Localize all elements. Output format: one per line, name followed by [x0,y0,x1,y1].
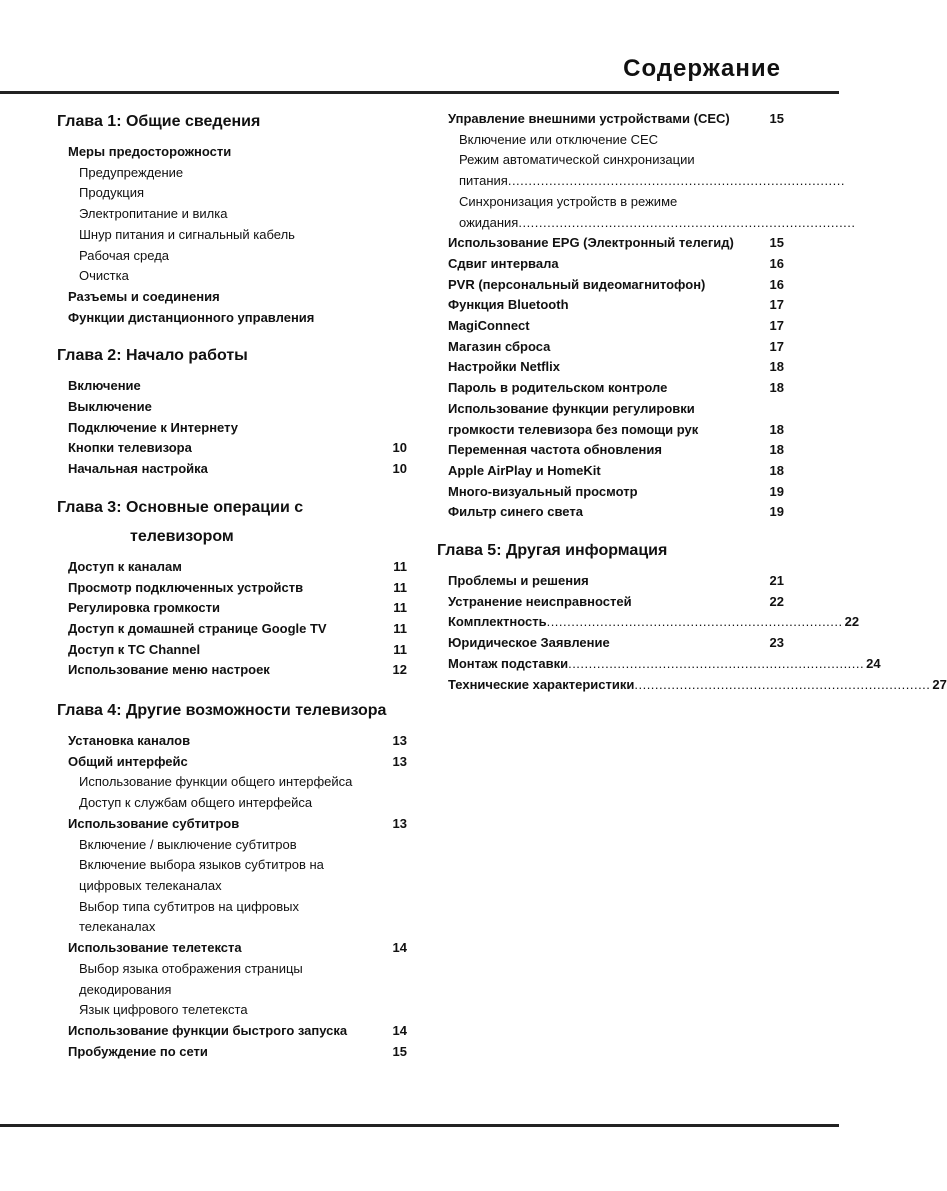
toc-entry-title: Рабочая среда [79,247,170,263]
toc-entry-page-number: 10 [392,440,407,456]
toc-entry-title: Настройки Netflix [448,359,560,375]
toc-entry-leader-dots: .................................................................................. [518,214,856,230]
toc-entry [437,612,860,633]
toc-entry-title: Выбор языка отображения страницы [79,960,303,976]
toc-entry-title: Использование EPG (Электронный телегид) [448,235,734,251]
toc-entry [57,897,407,918]
toc-entry [57,183,407,204]
toc-entry-page-number: 13 [392,815,407,831]
toc-entry-title: Шнур питания и сигнальный кабель [79,226,295,242]
toc-entry-title: Включение [68,378,141,394]
toc-entry-title: Проблемы и решения [448,573,589,589]
toc-entry [437,233,784,254]
toc-entry-page-number: 21 [769,573,784,589]
toc-entry-page-number: 17 [769,318,784,334]
toc-entry [437,316,784,337]
toc-entry-leader-dots: ........................................................................ [568,655,865,671]
toc-entry [57,980,407,1001]
toc-entry-title: Фильтр синего света [448,504,583,520]
chapter-4-continued-list [437,109,856,523]
toc-entry [437,482,784,503]
toc-entry [437,440,784,461]
toc-entry [437,592,784,613]
toc-left-column [57,108,407,1062]
toc-entry [437,675,947,696]
toc-entry [57,246,407,267]
toc-entry-title: Доступ к службам общего интерфейса [79,795,313,811]
toc-entry-title: Пароль в родительском контроле [448,380,668,396]
toc-entry [57,142,407,163]
toc-entry-page-number: 22 [769,593,784,609]
toc-entry-page-number: 14 [392,940,407,956]
header-rule [0,91,839,94]
toc-entry-title: Сдвиг интервала [448,255,559,271]
toc-entry-title: Магазин сброса [448,338,551,354]
toc-entry-title: Установка каналов [68,733,191,749]
toc-entry [437,633,784,654]
toc-entry [57,163,407,184]
toc-entry-page-number: 13 [392,733,407,749]
toc-entry [57,752,407,773]
toc-entry-title: Устранение неисправностей [448,593,632,609]
toc-entry-title: PVR (персональный видеомагнитофон) [448,276,706,292]
toc-entry-title: Использование функции регулировки [448,400,695,416]
toc-entry [57,660,407,681]
toc-entry-page-number: 14 [392,1022,407,1038]
toc-entry-title: Очистка [79,268,129,284]
toc-entry [57,598,407,619]
toc-entry [57,619,407,640]
toc-entry [57,308,407,329]
toc-entry-page-number: 18 [769,442,784,458]
toc-entry-page-number: 11 [393,558,407,574]
toc-entry-title: Доступ к домашней странице Google TV [68,620,327,636]
toc-entry-title: Включение выбора языков субтитров на [79,857,324,873]
toc-entry-title: Кнопки телевизора [68,440,192,456]
toc-entry-title: Функция Bluetooth [448,297,569,313]
toc-entry [57,855,407,876]
toc-entry-title: Просмотр подключенных устройств [68,579,304,595]
toc-entry [57,793,407,814]
toc-entry-title: питания [459,173,508,189]
toc-entry [57,204,407,225]
toc-entry-page-number: 11 [393,600,407,616]
toc-entry [437,275,784,296]
toc-entry [57,772,407,793]
toc-entry-page-number: 27 [932,676,947,692]
chapter-1-heading: Глава 1: Общие сведения [57,113,261,130]
toc-entry-title: Пробуждение по сети [68,1043,208,1059]
toc-entry [437,571,784,592]
toc-entry [57,418,407,439]
toc-entry [57,225,407,246]
toc-entry-leader-dots: .................................................................................. [507,173,845,189]
toc-entry [57,459,407,480]
toc-entry [57,835,407,856]
chapter-5-heading: Глава 5: Другая информация [437,542,668,560]
toc-entry [57,287,407,308]
toc-entry-title: цифровых телеканалах [79,877,222,893]
toc-entry-page-number: 22 [844,614,860,630]
toc-entry-title: Включение или отключение CEC [459,131,659,147]
toc-entry-page-number: 19 [769,504,784,520]
toc-entry-page-number: 10 [392,461,407,477]
toc-entry-title: Использование субтитров [68,815,240,831]
toc-entry-page-number: 11 [393,620,407,636]
toc-entry-title: Доступ к каналам [68,558,182,574]
toc-entry-title: телеканалах [79,919,156,935]
toc-entry-title: Язык цифрового телетекста [79,1002,248,1018]
toc-entry-title: Много-визуальный просмотр [448,483,638,499]
toc-entry-page-number: 15 [769,235,784,251]
toc-entry-title: Доступ к TC Channel [68,641,201,657]
toc-entry [57,578,407,599]
toc-entry-leader-dots: ........................................................................ [546,614,843,630]
toc-entry [57,376,407,397]
toc-entry [437,461,784,482]
toc-entry [437,399,784,420]
chapter-1-list [57,142,407,328]
toc-entry-title: Предупреждение [79,164,184,180]
toc-entry-page-number: 15 [769,111,784,126]
toc-entry-title: Выбор типа субтитров на цифровых [79,898,300,914]
toc-entry [437,295,784,316]
toc-entry-leader-dots: ........................................................................ [634,676,931,692]
toc-entry-title: Использование функции быстрого запуска [68,1022,348,1038]
toc-entry [57,938,407,959]
toc-entry-title: Меры предосторожности [68,144,232,159]
toc-entry-title: Монтаж подставки [448,655,569,671]
toc-entry-page-number: 19 [769,483,784,499]
toc-entry [437,654,881,675]
toc-entry [437,378,784,399]
toc-entry [57,438,407,459]
toc-entry [437,357,784,378]
toc-entry-title: Синхронизация устройств в режиме [459,193,678,209]
toc-entry [57,876,407,897]
chapter-2-heading: Глава 2: Начало работы [57,347,248,365]
toc-entry [57,557,407,578]
toc-entry-page-number: 18 [769,462,784,478]
toc-entry [437,420,784,441]
toc-entry-page-number: 16 [769,276,784,292]
toc-entry [57,1000,407,1021]
toc-entry-title: Юридическое Заявление [448,635,610,651]
toc-entry [437,109,784,130]
toc-entry-title: Разъемы и соединения [68,288,220,304]
chapter-2-list [57,376,407,480]
toc-entry-title: Выключение [68,399,152,415]
toc-entry [437,254,784,275]
toc-entry-page-number: 16 [769,255,784,271]
footer-rule [0,1124,839,1127]
toc-entry-page-number: 13 [392,753,407,769]
toc-entry [57,731,407,752]
toc-entry [57,1042,407,1063]
toc-entry-page-number: 17 [769,297,784,313]
toc-right-column [437,109,947,695]
toc-entry [437,337,784,358]
toc-entry [437,171,845,192]
toc-entry-title: Комплектность [448,614,547,630]
toc-entry [57,1021,407,1042]
toc-entry-title: Переменная частота обновления [448,442,662,458]
toc-entry-title: Использование функции общего интерфейса [79,774,353,790]
toc-entry-title: декодирования [79,981,172,997]
toc-entry-title: MagiConnect [448,318,530,334]
toc-entry-title: Использование телетекста [68,940,242,956]
chapter-3-heading-line-2: телевизором [130,527,234,545]
toc-entry [57,917,407,938]
toc-entry-page-number: 23 [769,635,784,651]
toc-entry-title: Общий интерфейс [68,753,188,769]
toc-entry-title: Электропитание и вилка [79,206,228,222]
chapter-3-heading [57,498,407,547]
toc-entry-title: Режим автоматической синхронизации [459,152,695,168]
chapter-4-list [57,731,407,1062]
chapter-5-list [437,571,947,695]
toc-entry-title: Использование меню настроек [68,662,270,678]
toc-entry-title: Регулировка громкости [68,600,220,616]
toc-entry-title: Подключение к Интернету [68,419,239,435]
toc-entry-title: Apple AirPlay и HomeKit [448,462,601,478]
toc-entry [437,130,784,151]
toc-entry-title: Продукция [79,185,145,201]
toc-entry-page-number: 18 [769,380,784,396]
toc-entry [57,266,407,287]
toc-entry-title: Включение / выключение субтитров [79,836,297,852]
toc-entry [437,150,784,171]
toc-entry-page-number: 18 [769,421,784,437]
toc-entry-title: громкости телевизора без помощи рук [448,421,699,437]
toc-entry-page-number: 24 [866,655,881,671]
toc-entry-page-number: 11 [393,579,407,595]
toc-entry [57,814,407,835]
chapter-3-list [57,557,407,681]
toc-entry-page-number: 12 [392,662,407,678]
toc-entry [57,640,407,661]
toc-entry-title: Технические характеристики [448,676,635,692]
toc-entry-title: Функции дистанционного управления [68,309,315,325]
toc-entry [57,397,407,418]
chapter-4-heading: Глава 4: Другие возможности телевизора [57,702,387,720]
chapter-3-heading-line-1: Глава 3: Основные операции с [57,498,304,516]
toc-entry-page-number: 17 [769,338,784,354]
toc-entry-page-number: 11 [393,641,407,657]
toc-entry-page-number: 18 [769,359,784,375]
toc-entry-title: Начальная настройка [68,461,208,477]
toc-entry [437,502,784,523]
toc-entry [437,213,856,234]
toc-entry-title: Управление внешними устройствами (CEC) [448,111,730,126]
toc-entry-page-number: 15 [392,1043,407,1059]
toc-entry-title: ожидания [459,214,519,230]
page-title: Содержание [623,55,781,82]
toc-entry [437,192,784,213]
toc-entry [57,959,407,980]
